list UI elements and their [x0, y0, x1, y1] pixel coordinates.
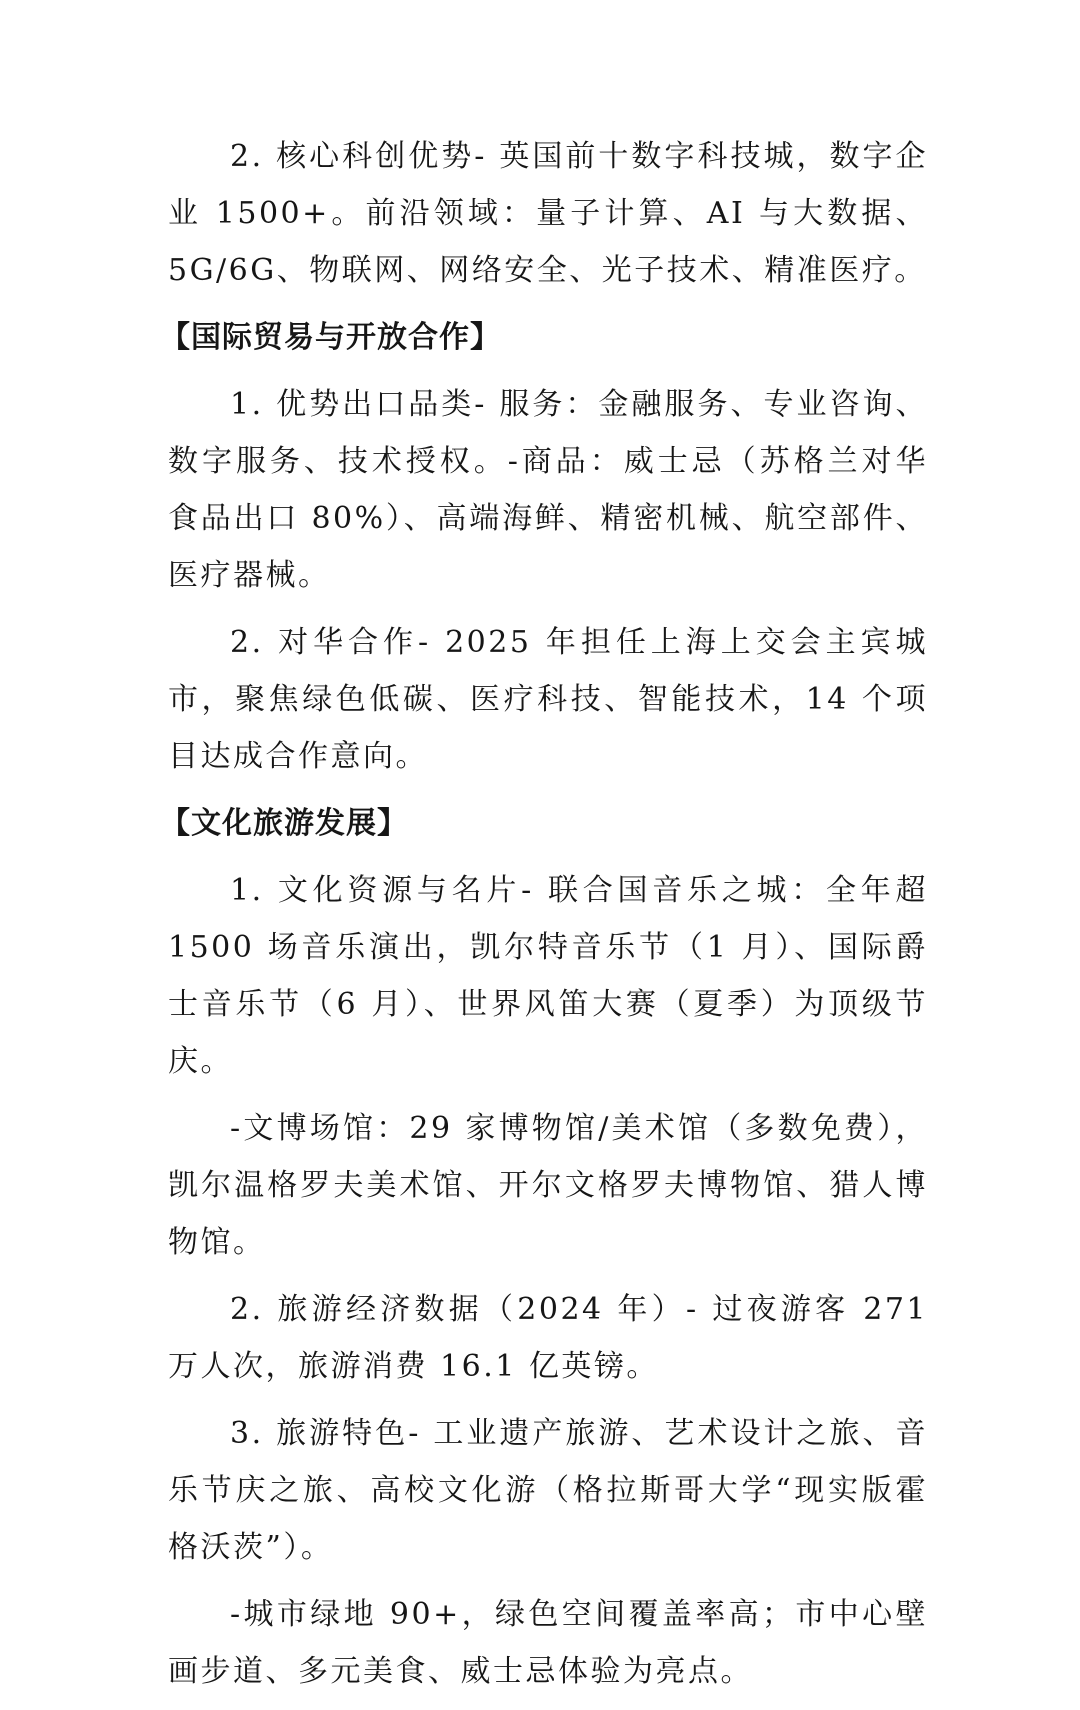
paragraph-tech-advantage: 2. 核心科创优势- 英国前十数字科技城，数字企业 1500+。前沿领域：量子计算、AI 与大数据、5G/6G、物联网、网络安全、光子技术、精准医疗。	[168, 139, 928, 288]
paragraph-tourism-data: 2. 旅游经济数据（2024 年）- 过夜游客 271 万人次，旅游消费 16.1 亿英镑。	[168, 1292, 928, 1384]
section-heading-culture-tourism: 【文化旅游发展】	[160, 806, 408, 841]
document-body	[160, 128, 928, 1710]
paragraph-exports: 1. 优势出口品类- 服务：金融服务、专业咨询、数字服务、技术授权。-商品：威士忌（苏格兰对华食品出口 80%）、高端海鲜、精密机械、航空部件、医疗器械。	[168, 387, 928, 593]
paragraph-museums: -文博场馆：29 家博物馆/美术馆（多数免费），凯尔温格罗夫美术馆、开尔文格罗夫博物馆、猎人博物馆。	[168, 1111, 928, 1260]
section-heading-trade: 【国际贸易与开放合作】	[160, 320, 501, 355]
paragraph-tourism-features: 3. 旅游特色- 工业遗产旅游、艺术设计之旅、音乐节庆之旅、高校文化游（格拉斯哥大学“现实版霍格沃茨”）。	[168, 1416, 928, 1565]
paragraph-cultural-resources: 1. 文化资源与名片- 联合国音乐之城：全年超 1500 场音乐演出，凯尔特音乐节（1 月）、国际爵士音乐节（6 月）、世界风笛大赛（夏季）为顶级节庆。	[168, 873, 928, 1079]
paragraph-china-cooperation: 2. 对华合作- 2025 年担任上海上交会主宾城市，聚焦绿色低碳、医疗科技、智能技术，14 个项目达成合作意向。	[168, 625, 928, 774]
paragraph-green-space: -城市绿地 90+，绿色空间覆盖率高；市中心壁画步道、多元美食、威士忌体验为亮点。	[168, 1597, 928, 1689]
